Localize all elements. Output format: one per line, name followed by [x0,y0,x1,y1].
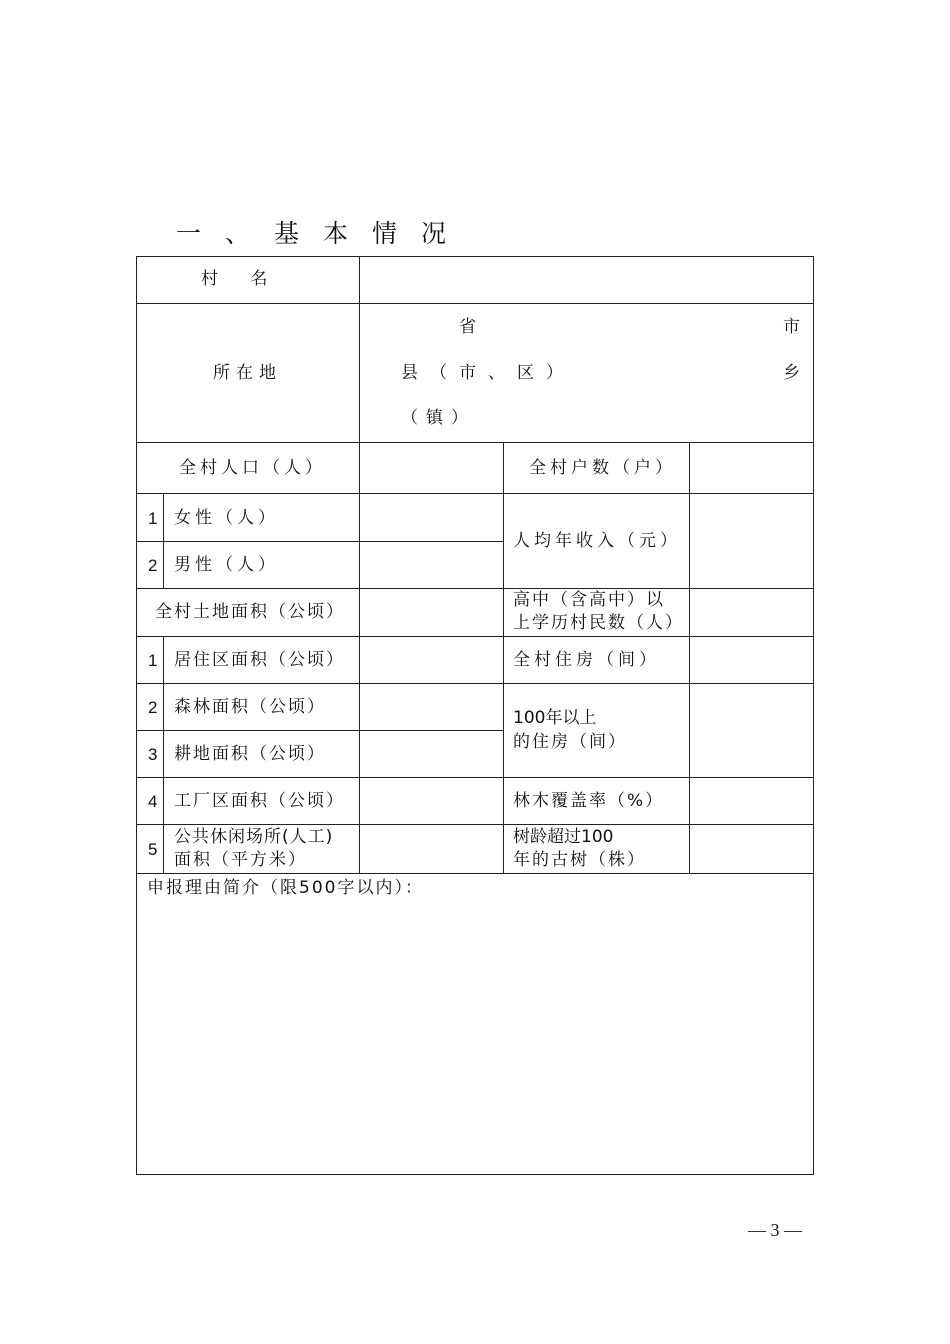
forest-cover-label: 林木覆盖率（%） [513,791,665,811]
population-label: 全村人口（人） [179,458,326,478]
male-value[interactable] [360,542,503,588]
location-label: 所在地 [213,363,282,383]
col-divider [163,636,164,873]
row-number: 1 [148,651,158,670]
location-township: 乡 [783,363,800,383]
section-heading: 一、基本情况 [176,219,471,248]
basic-info-table [136,256,814,1175]
land-area-value[interactable] [360,589,503,636]
forest-area-value[interactable] [360,684,503,730]
row-number: 3 [148,745,158,764]
page-number: — 3 — [748,1220,802,1240]
village-name-label: 村 名 [201,269,268,289]
row-divider [137,303,813,304]
old-housing-value[interactable] [690,684,813,777]
old-trees-label-line2: 年的古树（株） [513,850,646,870]
housing-label: 全村住房（间） [513,650,660,670]
education-value[interactable] [690,589,813,636]
row-number: 2 [148,698,158,717]
col-divider [163,493,164,588]
education-label-line2: 上学历村民数（人） [513,613,684,633]
leisure-area-label-line1: 公共休闲场所(人工) [174,827,334,847]
location-city: 市 [783,317,800,337]
residential-area-label: 居住区面积（公顷） [174,650,345,670]
factory-area-label: 工厂区面积（公顷） [174,791,345,811]
population-value[interactable] [360,443,503,493]
female-value[interactable] [360,494,503,541]
col-divider [503,442,504,873]
row-number: 2 [148,556,158,575]
housing-value[interactable] [690,637,813,683]
row-number: 1 [148,509,158,528]
income-label: 人均年收入（元） [513,531,681,551]
leisure-area-value[interactable] [360,825,503,873]
households-label: 全村户数（户） [529,458,676,478]
row-number: 4 [148,792,158,811]
farmland-area-label: 耕地面积（公顷） [174,744,326,764]
factory-area-value[interactable] [360,778,503,824]
row-number: 5 [148,840,158,859]
leisure-area-label-line2: 面积（平方米） [174,850,307,870]
old-housing-label-line1: 100年以上 [513,708,597,728]
land-area-label: 全村土地面积（公顷） [155,602,345,622]
income-value[interactable] [690,494,813,588]
farmland-area-value[interactable] [360,731,503,777]
old-trees-label-line1: 树龄超过100 [513,827,614,847]
female-label: 女性（人） [174,508,279,528]
location-province: 省 [459,317,476,337]
households-value[interactable] [690,443,813,493]
location-town: （镇） [401,408,476,428]
forest-cover-value[interactable] [690,778,813,824]
residential-area-value[interactable] [360,637,503,683]
old-trees-value[interactable] [690,825,813,873]
old-housing-label-line2: 的住房（间） [513,732,627,752]
village-name-value[interactable] [360,257,813,303]
reason-label: 申报理由简介（限500字以内）： [147,878,424,898]
male-label: 男性（人） [174,555,279,575]
education-label-line1: 高中（含高中）以 [513,590,665,610]
reason-text-area[interactable] [137,902,813,1172]
forest-area-label: 森林面积（公顷） [174,697,326,717]
location-county: 县（市、区） [401,363,575,383]
row-divider [137,873,813,874]
